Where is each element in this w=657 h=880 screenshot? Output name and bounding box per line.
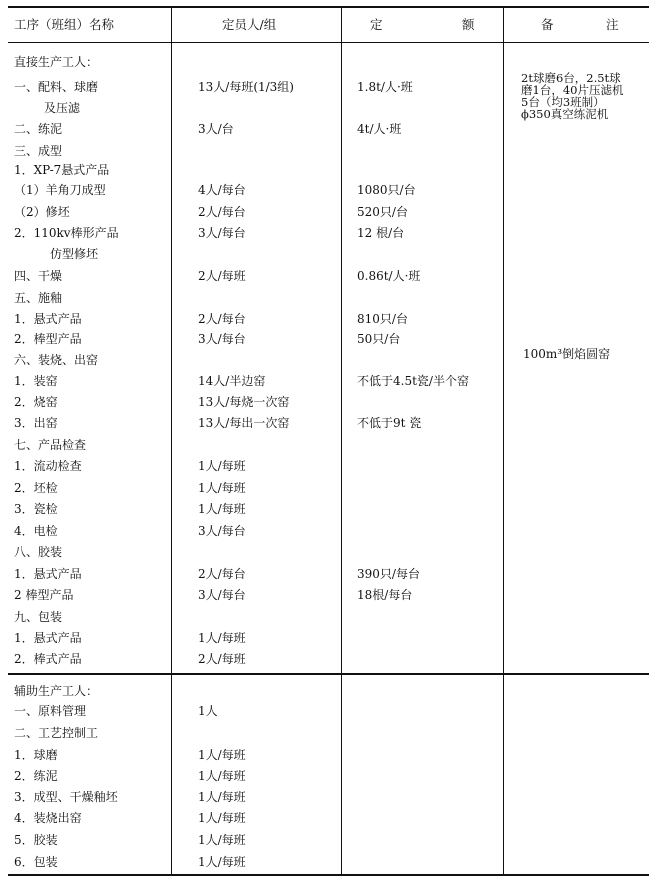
direct-row-name: 2．棒式产品 [14, 652, 82, 666]
header-process-name: 工序（班组）名称 [14, 17, 115, 32]
direct-row-name: 九、包装 [14, 610, 63, 624]
aux-row-staff: 1人/每班 [198, 811, 246, 825]
direct-row-name: 1．悬式产品 [14, 312, 82, 326]
direct-row-quota: 390只/每台 [357, 567, 420, 581]
direct-row-staff: 13人/每班(1/3组) [198, 80, 294, 94]
header-quota-1: 定 [370, 17, 383, 32]
direct-row-quota: 18根/每台 [357, 588, 413, 602]
direct-row-staff: 3人/每台 [198, 588, 246, 602]
direct-row-name: 三、成型 [14, 144, 63, 158]
direct-row-name: 1．流动检查 [14, 459, 82, 473]
direct-row-name: 3．出窑 [14, 416, 58, 430]
note-equipment-line: 2t球磨6台，2.5t球 [521, 71, 621, 85]
direct-row-name: 2．110kv棒形产品 [14, 226, 119, 240]
direct-row-name: 一、配料、球磨 [14, 80, 99, 94]
note-equipment-line: 5台（均3班制） [521, 95, 605, 109]
aux-row-staff: 1人/每班 [198, 790, 246, 804]
direct-row-name: 仿型修坯 [50, 247, 99, 261]
direct-row-quota: 1.8t/人·班 [357, 80, 413, 94]
direct-row-quota: 不低于4.5t瓷/半个窑 [357, 374, 469, 388]
direct-row-staff: 3人/台 [198, 122, 234, 136]
column-divider-3 [503, 6, 504, 876]
direct-row-name: 二、练泥 [14, 122, 63, 136]
direct-row-name: 1．装窑 [14, 374, 58, 388]
aux-row-name: 2．练泥 [14, 769, 58, 783]
direct-row-staff: 14人/半边窑 [198, 374, 266, 388]
note-kiln: 100m³倒焰圆窑 [523, 347, 611, 361]
aux-row-staff: 1人/每班 [198, 748, 246, 762]
direct-row-name: 3．瓷检 [14, 502, 58, 516]
direct-row-name: 四、干燥 [14, 269, 63, 283]
aux-row-name: 一、原料管理 [14, 704, 87, 718]
direct-row-quota: 520只/台 [357, 205, 408, 219]
direct-row-name: 1．XP-7悬式产品 [14, 163, 110, 177]
direct-row-name: 七、产品检查 [14, 438, 87, 452]
header-staffing: 定员人/组 [222, 17, 277, 32]
direct-row-quota: 12 根/台 [357, 226, 405, 240]
aux-row-name: 二、工艺控制工 [14, 726, 99, 740]
direct-row-name: 六、装烧、出窑 [14, 353, 99, 367]
direct-row-name: 4．电检 [14, 524, 58, 538]
direct-row-name: 2 棒型产品 [14, 588, 74, 602]
note-equipment-line: ϕ350真空练泥机 [521, 107, 609, 121]
direct-row-name: 五、施釉 [14, 291, 63, 305]
aux-row-name: 6．包装 [14, 855, 58, 869]
direct-row-staff: 13人/每烧一次窑 [198, 395, 290, 409]
direct-row-name: 及压滤 [44, 101, 81, 115]
note-equipment-line: 磨1台，40片压滤机 [521, 83, 624, 97]
direct-row-name: （2）修坯 [14, 205, 70, 219]
direct-row-name: 2．烧窑 [14, 395, 58, 409]
direct-row-name: 1．悬式产品 [14, 567, 82, 581]
aux-row-name: 5．胶装 [14, 833, 58, 847]
direct-row-staff: 1人/每班 [198, 631, 246, 645]
direct-row-name: 2．棒型产品 [14, 332, 82, 346]
direct-row-staff: 1人/每班 [198, 459, 246, 473]
header-remarks-2: 注 [606, 17, 619, 32]
direct-row-name: 1．悬式产品 [14, 631, 82, 645]
aux-row-staff: 1人 [198, 704, 218, 718]
direct-row-staff: 1人/每班 [198, 481, 246, 495]
column-divider-1 [171, 6, 172, 876]
direct-row-staff: 1人/每班 [198, 502, 246, 516]
direct-row-staff: 2人/每台 [198, 312, 246, 326]
aux-row-name: 4．装烧出窑 [14, 811, 82, 825]
direct-row-staff: 13人/每出一次窑 [198, 416, 290, 430]
aux-row-name: 1．球磨 [14, 748, 58, 762]
direct-row-staff: 3人/每台 [198, 332, 246, 346]
direct-row-staff: 2人/每班 [198, 652, 246, 666]
direct-row-name: 2．坯检 [14, 481, 58, 495]
section-divider-rule [8, 673, 649, 675]
direct-row-quota: 0.86t/人·班 [357, 269, 421, 283]
header-remarks-1: 备 [541, 17, 554, 32]
direct-row-staff: 2人/每台 [198, 205, 246, 219]
direct-row-staff: 4人/每台 [198, 183, 246, 197]
aux-row-staff: 1人/每班 [198, 855, 246, 869]
direct-row-name: 八、胶装 [14, 545, 63, 559]
aux-row-name: 3．成型、干燥釉坯 [14, 790, 118, 804]
direct-row-quota: 50只/台 [357, 332, 401, 346]
aux-section-title: 辅助生产工人： [14, 684, 99, 698]
aux-row-staff: 1人/每班 [198, 833, 246, 847]
direct-row-quota: 4t/人·班 [357, 122, 402, 136]
direct-row-quota: 810只/台 [357, 312, 408, 326]
column-divider-2 [341, 6, 342, 876]
direct-row-name: （1）羊角刀成型 [14, 183, 106, 197]
aux-row-staff: 1人/每班 [198, 769, 246, 783]
direct-row-staff: 2人/每班 [198, 269, 246, 283]
direct-row-staff: 3人/每台 [198, 226, 246, 240]
direct-row-quota: 不低于9t 瓷 [357, 416, 422, 430]
direct-row-quota: 1080只/台 [357, 183, 416, 197]
table-top-rule [8, 6, 649, 8]
table-bottom-rule [8, 874, 649, 876]
header-quota-2: 额 [462, 17, 475, 32]
header-bottom-rule [8, 42, 649, 43]
direct-row-staff: 2人/每台 [198, 567, 246, 581]
direct-row-staff: 3人/每台 [198, 524, 246, 538]
direct-section-title: 直接生产工人： [14, 55, 99, 69]
